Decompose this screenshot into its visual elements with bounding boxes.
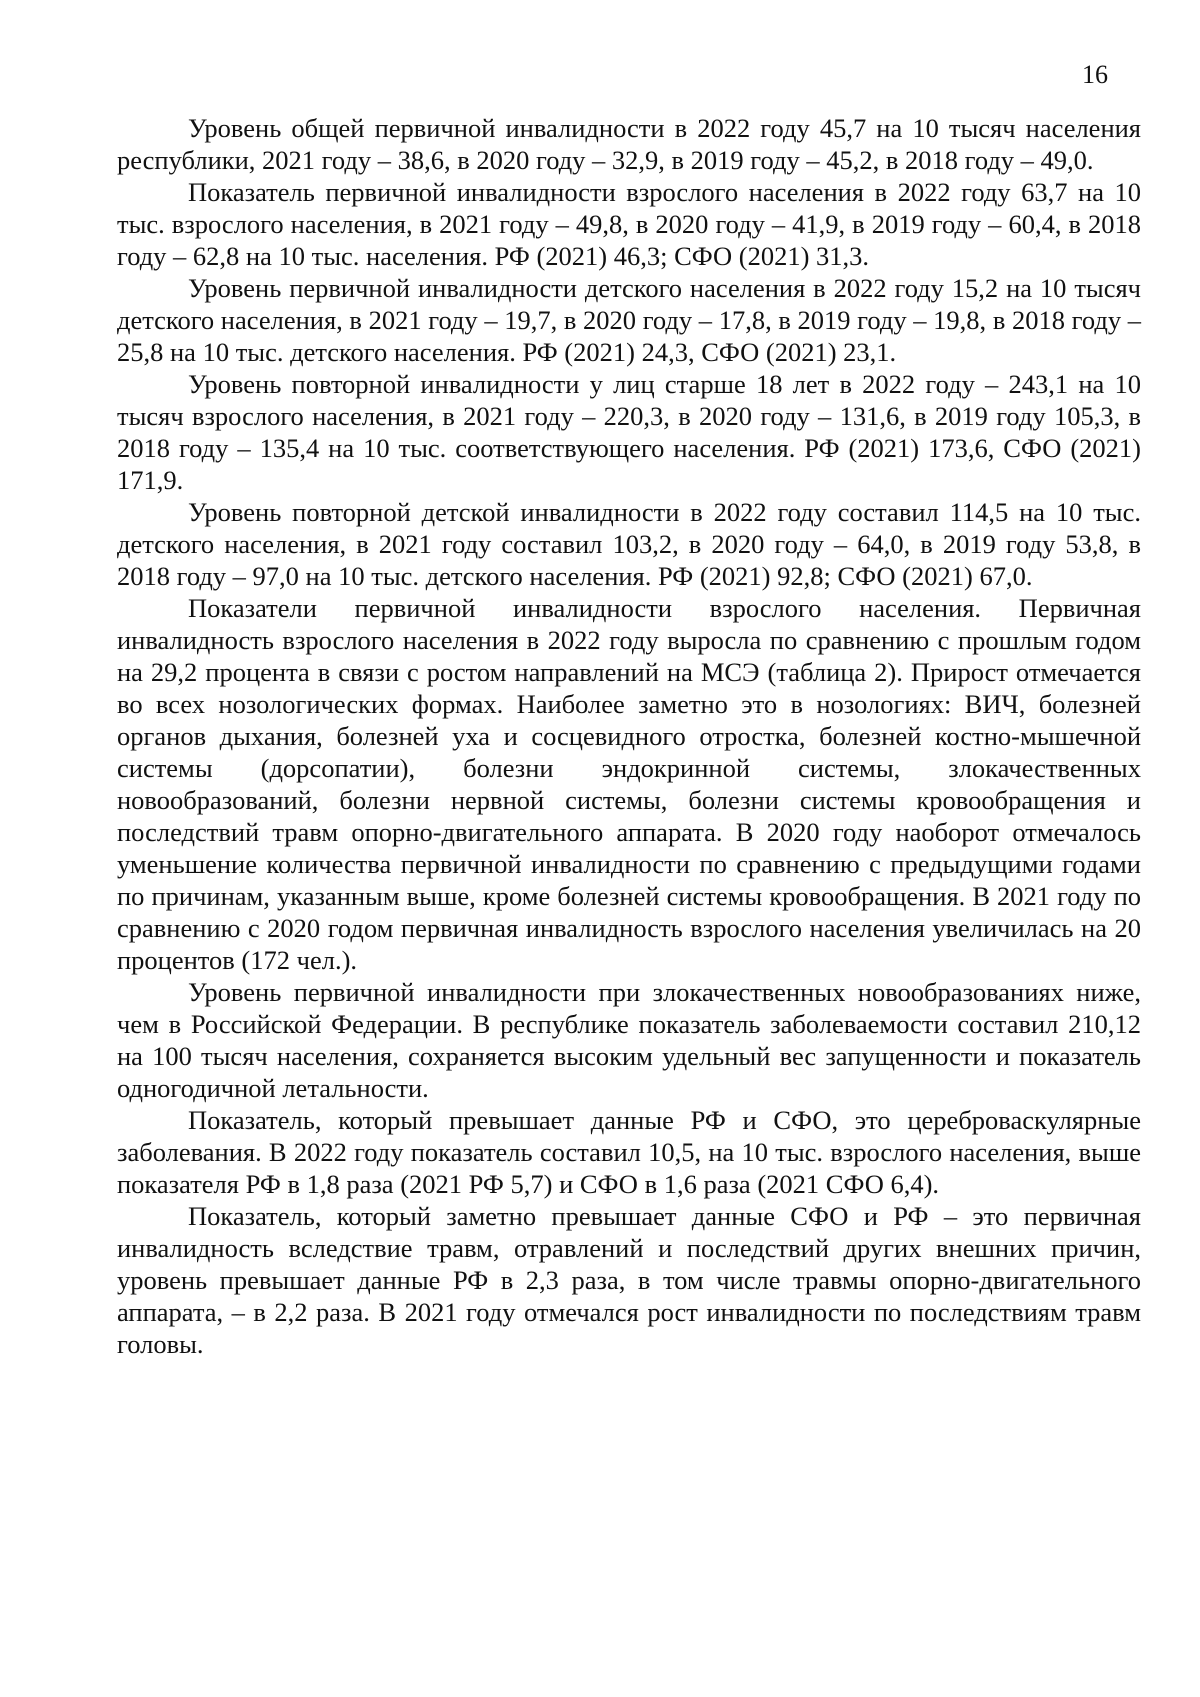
- paragraph-primary-disability-total: Уровень общей первичной инвалидности в 2022 году 45,7 на 10 тысяч населения республики, 2021 году – 38,6, в 2020 году – 32,9, в 2019 году – 45,2, в 2018 году – 49,0.: [117, 113, 1141, 175]
- paragraph-injuries: Показатель, который заметно превышает данные СФО и РФ – это первичная инвалидность вследствие травм, отравлений и последствий других внешних причин, уровень превышает данные РФ в 2,3 раза, в том числе травмы опорно-двигательного аппарата, – в 2,2 раза. В 2021 году отмечался рост инвалидности по последствиям травм головы.: [117, 1201, 1141, 1359]
- page-number: 16: [1082, 60, 1108, 89]
- document-body: [117, 112, 1141, 1360]
- paragraph-repeat-disability-children: Уровень повторной детской инвалидности в 2022 году составил 114,5 на 10 тыс. детского населения, в 2021 году составил 103,2, в 2020 году – 64,0, в 2019 году 53,8, в 2018 году – 97,0 на 10 тыс. детского населения. РФ (2021) 92,8; СФО (2021) 67,0.: [117, 497, 1141, 591]
- paragraph-malignant-neoplasms: Уровень первичной инвалидности при злокачественных новообразованиях ниже, чем в Российской Федерации. В республике показатель заболеваемости составил 210,12 на 100 тысяч населения, сохраняется высоким удельный вес запущенности и показатель одногодичной летальности.: [117, 977, 1141, 1103]
- paragraph-primary-disability-adults: Показатель первичной инвалидности взрослого населения в 2022 году 63,7 на 10 тыс. взрослого населения, в 2021 году – 49,8, в 2020 году – 41,9, в 2019 году – 60,4, в 2018 году – 62,8 на 10 тыс. населения. РФ (2021) 46,3; СФО (2021) 31,3.: [117, 177, 1141, 271]
- paragraph-adult-disability-analysis: Показатели первичной инвалидности взрослого населения. Первичная инвалидность взрослого населения в 2022 году выросла по сравнению с прошлым годом на 29,2 процента в связи с ростом направлений на МСЭ (таблица 2). Прирост отмечается во всех нозологических формах. Наиболее заметно это в нозологиях: ВИЧ, болезней органов дыхания, болезней уха и сосцевидного отростка, болезней костно-мышечной системы (дорсопатии), болезни эндокринной системы, злокачественных новообразований, болезни нервной системы, болезни системы кровообращения и последствий травм опорно-двигательного аппарата. В 2020 году наоборот отмечалось уменьшение количества первичной инвалидности по сравнению с предыдущими годами по причинам, указанным выше, кроме болезней системы кровообращения. В 2021 году по сравнению с 2020 годом первичная инвалидность взрослого населения увеличилась на 20 процентов (172 чел.).: [117, 593, 1141, 975]
- paragraph-cerebrovascular: Показатель, который превышает данные РФ и СФО, это цереброваскулярные заболевания. В 2022 году показатель составил 10,5, на 10 тыс. взрослого населения, выше показателя РФ в 1,8 раза (2021 РФ 5,7) и СФО в 1,6 раза (2021 СФО 6,4).: [117, 1105, 1141, 1199]
- paragraph-repeat-disability-adults: Уровень повторной инвалидности у лиц старше 18 лет в 2022 году – 243,1 на 10 тысяч взрослого населения, в 2021 году – 220,3, в 2020 году – 131,6, в 2019 году 105,3, в 2018 году – 135,4 на 10 тыс. соответствующего населения. РФ (2021) 173,6, СФО (2021) 171,9.: [117, 369, 1141, 495]
- paragraph-primary-disability-children: Уровень первичной инвалидности детского населения в 2022 году 15,2 на 10 тысяч детского населения, в 2021 году – 19,7, в 2020 году – 17,8, в 2019 году – 19,8, в 2018 году – 25,8 на 10 тыс. детского населения. РФ (2021) 24,3, СФО (2021) 23,1.: [117, 273, 1141, 367]
